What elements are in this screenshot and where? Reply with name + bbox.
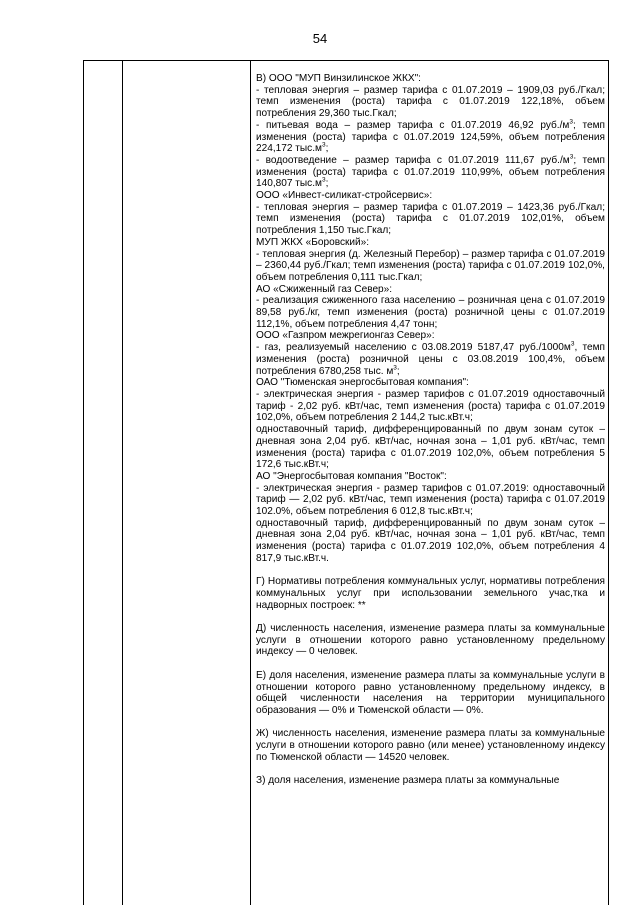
page-number: 54	[312, 31, 328, 46]
vinzili-heading: В) ООО "МУП Винзилинское ЖКХ":	[256, 73, 421, 84]
gas-sever-price: - реализация сжиженного газа населению – розничная цена с 01.07.2019 89,58 руб./кг, темп изменения (роста) розничной цены с 01.07.2019 112,1%, объем потребления 4,47 тонн;	[256, 295, 605, 330]
section-z-share: З) доля населения, изменение размера платы за коммунальные	[256, 775, 560, 787]
gazprom-heading: ООО «Газпром межрегионгаз Север»:	[256, 330, 435, 342]
vostok-heading: АО "Энергосбытовая компания "Восток":	[256, 470, 447, 482]
invest-heading: ООО «Инвест-силикат-стройсервис»:	[256, 190, 433, 202]
table-column-divider-1	[122, 61, 123, 905]
vinzili-heat-tariff: - тепловая энергия – размер тарифа с 01.07.2019 – 1909,03 руб./Гкал; темп изменения (роста) тарифа с 01.07.2019 122,18%, объем потребления 29,360 тыс.Гкал;	[256, 84, 605, 120]
section-g-standards: Г) Нормативы потребления коммунальных услуг, нормативы потребления коммунальных услуг при использовании земельного учас,тка и надворных построек: **	[256, 576, 605, 611]
borovsky-heading: МУП ЖКХ «Боровский»:	[256, 236, 370, 248]
vostok-single-tariff: - электрическая энергия - размер тарифов с 01.07.2019: одноставочный тариф — 2,02 руб. кВт/час, темп изменения (роста) тарифа с 01.07.2019 102.0%, объем потребления 6 012,8 тыс.кВт.ч;	[256, 482, 605, 518]
vinzili-sewer-tariff: - водоотведение – размер тарифа с 01.07.2019 111,67 $руб./м^3$; темп изменения (роста) тарифа с 01.07.2019 110,99%, объем потребления 140,807 $тыс.м^3$;	[256, 153, 606, 190]
tyumen-zone-tariff: одноставочный тариф, дифференцированный по двум зонам суток – дневная зона 2,04 руб. кВт/час, ночная зона – 1,01 руб. кВт/час, темп изменения (роста) тарифа с 01.07.2019 102,0%, объем потребления 5 172,6 тыс.кВт.ч;	[256, 424, 605, 471]
invest-heat-tariff: - тепловая энергия – размер тарифа с 01.07.2019 – 1423,36 руб./Гкал; темп изменения (роста) тарифа с 01.07.2019 102,01%, объем потребления 1,150 тыс.Гкал;	[256, 201, 605, 237]
gas-sever-heading: АО «Сжиженный газ Север»:	[256, 283, 393, 295]
section-e-share: Е) доля населения, изменение размера платы за коммунальные услуги в отношении которого равно установленному предельному индексу, в общей численности населения на территории муниципального образования — 0% и Тюменской области — 0%.	[256, 669, 605, 716]
tyumen-single-tariff: - электрическая энергия - размер тарифов с 01.07.2019 одноставочный тариф - 2,02 руб. кВт/час, темп изменения (роста) тарифа с 01.07.2019 102,0%, объем потребления 2 144,2 тыс.кВт.ч;	[256, 388, 605, 424]
gazprom-price: - газ, реализуемый населению с 03.08.2019 5187,47 $руб./1000м^3$, темп изменения (роста) розничной цены с 03.08.2019 100,4%, объем потребления 6780,258 тыс. $м^3$;	[256, 340, 606, 377]
table-cell-content	[256, 73, 605, 787]
vinzili-water-tariff: - питьевая вода – размер тарифа с 01.07.2019 46,92 $руб./м^3$; темп изменения (роста) тарифа с 01.07.2019 124,59%, объем потребления 224,172 $тыс.м^3$;	[256, 118, 605, 155]
document-table	[83, 60, 609, 905]
vostok-zone-tariff: одноставочный тариф, дифференцированный по двум зонам суток – дневная зона 2,04 руб. кВт/час, ночная зона – 1,01 руб. кВт/час, темп изменения (роста) тарифа с 01.07.2019 102,0%, объем потребления 4 817,9 тыс.кВт.ч.	[256, 517, 605, 564]
section-d-population: Д) численность населения, изменение размера платы за коммунальные услуги в отношении которого равно установленному предельному индексу — 0 человек.	[256, 623, 605, 658]
table-column-divider-2	[250, 61, 251, 905]
borovsky-heat-tariff: - тепловая энергия (д. Железный Перебор) – размер тарифа с 01.07.2019 – 2360,44 руб./Гкал; темп изменения (роста) тарифа с 01.07.2019 102,0%, объем потребления 0,111 тыс.Гкал;	[256, 248, 605, 283]
tyumen-heading: ОАО "Тюменская энергосбытовая компания":	[256, 377, 469, 389]
section-zh-population: Ж) численность населения, изменение размера платы за коммунальные услуги в отношении которого равно (или менее) установленному индексу по Тюменской области — 14520 человек.	[256, 728, 605, 763]
